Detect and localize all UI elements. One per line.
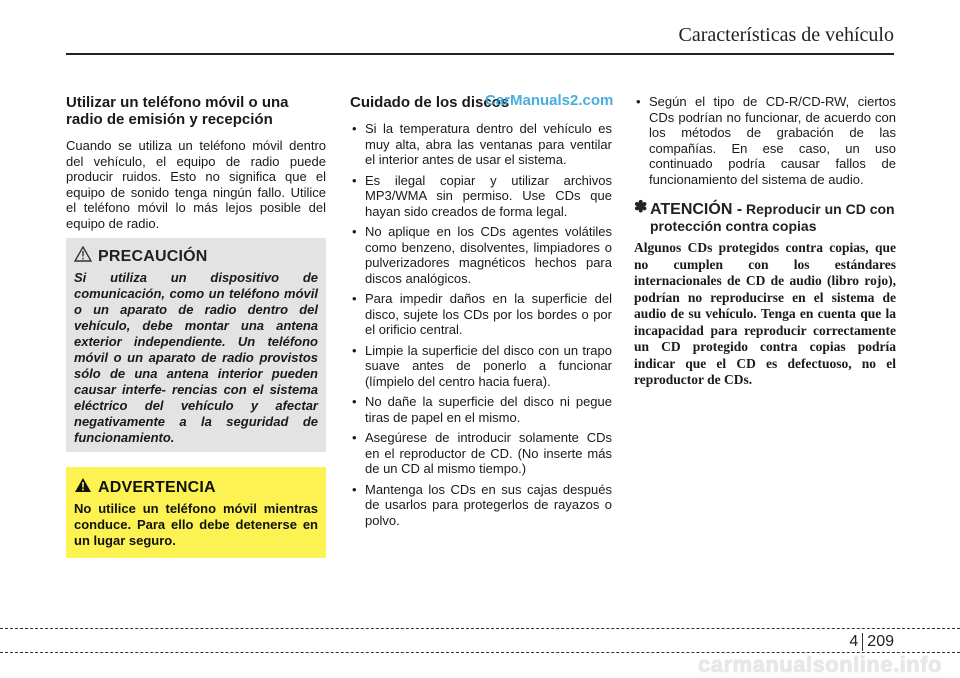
list-item: • Si la temperatura dentro del vehículo es muy alta, abra las ventanas para ventilar el interior antes de usar el sistema. — [350, 121, 612, 168]
list-item: • Para impedir daños en la superficie del disco, sujete los CDs por los bordes o por el orificio central. — [350, 291, 612, 338]
column-left — [66, 94, 326, 231]
list-item: • Es ilegal copiar y utilizar archivos MP3/WMA sin permiso. Use CDs que hayan sido creados de forma legal. — [350, 173, 612, 220]
page-number-value: 209 — [867, 633, 894, 650]
section-heading-phone-radio: Utilizar un teléfono móvil o una radio de emisión y recepción — [66, 94, 289, 128]
column-right — [634, 94, 896, 389]
footer-watermark: carmanualsonline.info — [698, 652, 942, 677]
list-item: • Asegúrese de introducir solamente CDs en el reproductor de CD. (No inserte más de un CD al mismo tiempo.) — [350, 430, 612, 477]
precaution-text: Si utiliza un dispositivo de comunicación, como un teléfono móvil o un aparato de radio dentro del vehículo, debe montar una antena exterior independiente. Un teléfono móvil o un aparato de radio provistos sólo de una antena interior pueden causar interfe- rencias con el sistema eléctrico del vehículo y afectar negativamente a la seguridad de funcionamiento. — [74, 270, 318, 445]
attention-text: Algunos CDs protegidos contra copias, que no cumplen con los estándares internacionales de CD de audio (libro rojo), podrían no reproducirse en el sistema de audio de su vehículo. Tenga en cuenta que la incapacidad para reproducir correctamente un CD protegido contra copias podría indicar que el CD es defectuoso, no el reproductor de CDs. — [634, 240, 896, 387]
attention-title: Reproducir un CD con protección contra copias — [650, 201, 895, 234]
list-item: • No aplique en los CDs agentes volátiles como benzeno, disolventes, limpiadores o pulverizadores magnéticos hechos para discos analógicos. — [350, 224, 612, 286]
section-paragraph-phone-radio: Cuando se utiliza un teléfono móvil dentro del vehículo, el equipo de radio puede producir ruidos. Esto no significa que el equipo de sonido tenga ningún fallo. Utilice el teléfono móvil lo más lejos posible del equipo de radio. — [66, 138, 326, 231]
precaution-title: PRECAUCIÓN — [98, 247, 208, 265]
footer-rule — [0, 628, 960, 629]
list-item: • Según el tipo de CD-R/CD-RW, ciertos CDs podrían no funcionar, de acuerdo con los métodos de grabación de las compañías. En ese caso, un uso continuado podría causar fallos de funcionamiento del sistema de audio. — [634, 94, 896, 187]
warning-box — [66, 467, 326, 558]
warning-header — [74, 477, 318, 498]
warning-triangle-icon — [74, 477, 92, 498]
section-heading-disc-care: Cuidado de los discos — [350, 94, 510, 111]
attention-label: ATENCIÓN - — [650, 201, 743, 218]
column-middle — [350, 94, 612, 533]
chapter-number: 4 — [849, 633, 859, 650]
precaution-box — [66, 238, 326, 452]
cd-type-list — [634, 94, 896, 187]
star-icon: ✽ — [634, 199, 648, 216]
list-item: • Limpie la superficie del disco con un trapo suave antes de ponerlo a funcionar (límpielo del centro hacia fuera). — [350, 343, 612, 390]
list-item: • Mantenga los CDs en sus cajas después de usarlos para protegerlos de rayazos o polvo. — [350, 482, 612, 529]
disc-care-list — [350, 121, 612, 528]
warning-title: ADVERTENCIA — [98, 478, 216, 496]
caution-triangle-icon — [74, 246, 92, 267]
page-number — [849, 633, 894, 651]
attention-heading — [634, 199, 896, 234]
site-watermark: CarManuals2.com — [485, 92, 614, 109]
page-number-divider — [862, 633, 863, 651]
precaution-header — [74, 246, 318, 267]
page-header-title: Características de vehículo — [678, 24, 894, 46]
list-item: • No dañe la superficie del disco ni pegue tiras de papel en el mismo. — [350, 394, 612, 425]
header-rule — [66, 53, 894, 55]
warning-text: No utilice un teléfono móvil mientras conduce. Para ello debe detenerse en un lugar seguro. — [74, 501, 318, 548]
